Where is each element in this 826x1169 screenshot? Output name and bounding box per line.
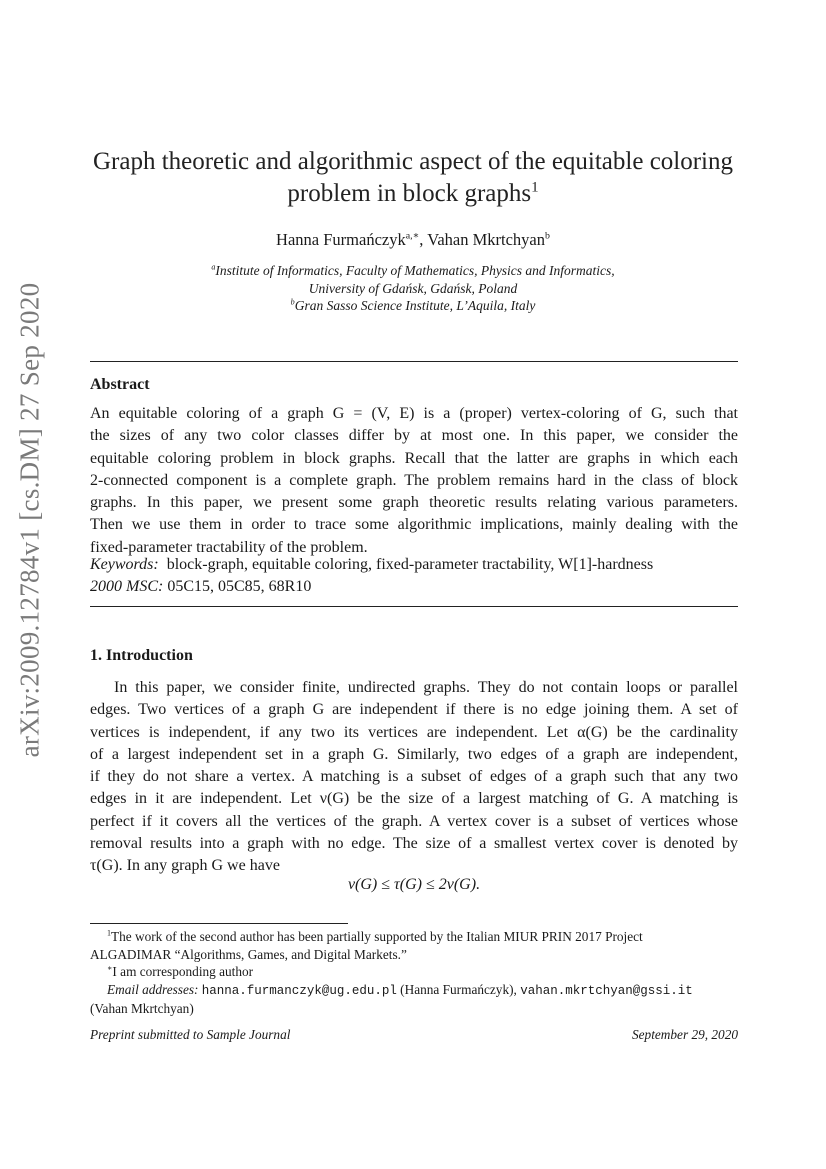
abstract-body (90, 403, 738, 559)
affiliation-a-mark: a (211, 262, 216, 272)
abstract-text-line: 2-connected component is a complete graph. The problem remains hard in the class of block (90, 471, 738, 489)
introduction-text-line: of a largest independent set in a graph G. Similarly, two edges of a graph are independent, (90, 745, 738, 763)
footnote-1-line-1 (90, 928, 738, 946)
affiliation-b-line-1 (60, 297, 766, 315)
keywords-text: block-graph, equitable coloring, fixed-parameter tractability, W[1]-hardness (166, 556, 654, 573)
affiliation-a-line-2: University of Gdańsk, Gdańsk, Poland (308, 280, 518, 296)
email-link-1[interactable]: hanna.furmanczyk@ug.edu.pl (201, 983, 397, 998)
introduction-paragraph (90, 677, 738, 878)
title-line-2-text: problem in block graphs (287, 180, 532, 207)
section-heading-introduction: 1. Introduction (90, 647, 193, 664)
introduction-text-line: vertices is independent, if any two its vertices are independent. Let α(G) be the cardinality (90, 723, 738, 741)
email-link-2[interactable]: vahan.mkrtchyan@gssi.it (520, 983, 693, 998)
abstract-bottom-rule (90, 606, 738, 607)
abstract-top-rule (90, 361, 738, 362)
email-label: Email addresses: (107, 981, 199, 997)
author-1-marks: a,∗ (405, 230, 420, 242)
msc-text: 05C15, 05C85, 68R10 (167, 578, 312, 595)
affiliation-a-text-1: Institute of Informatics, Faculty of Mathematics, Physics and Informatics, (215, 263, 615, 278)
author-2-name: Vahan Mkrtchyan (427, 230, 546, 249)
footnote-1-line-2: ALGADIMAR “Algorithms, Games, and Digital Markets.” (90, 946, 407, 962)
arxiv-sidebar-stamp (8, 282, 52, 758)
introduction-text-line: τ(G). In any graph G we have (90, 857, 280, 875)
title-line-2 (60, 178, 766, 210)
paper-title (60, 146, 766, 210)
corresponding-mark: ∗ (107, 963, 113, 973)
author-separator: , (419, 230, 428, 249)
display-equation: ν(G) ≤ τ(G) ≤ 2ν(G). (347, 876, 481, 893)
author-1-name: Hanna Furmańczyk (276, 230, 406, 249)
preprint-date: September 29, 2020 (632, 1027, 738, 1042)
title-footnote-mark: 1 (531, 179, 539, 196)
email-2-owner: (Vahan Mkrtchyan) (90, 1001, 194, 1016)
footnote-rule (90, 923, 348, 924)
abstract-text-line: graphs. In this paper, we present some graph theoretic results relating various parameters. (90, 494, 738, 512)
introduction-text-line: removal results into a graph with no edge. The size of a smallest vertex cover is denoted by (90, 835, 738, 853)
abstract-text-line: Then we use them in order to trace some algorithmic implications, mainly dealing with the (90, 516, 738, 534)
arxiv-identifier: arXiv:2009.12784v1 [cs.DM] 27 Sep 2020 (14, 282, 45, 758)
abstract-text-line: equitable coloring problem in block graphs. Recall that the latter are graphs in which each (90, 449, 738, 467)
introduction-text-line: if they do not share a vertex. A matching is a subset of edges of a graph such that any two (90, 768, 738, 786)
affiliation-a-line-1 (60, 262, 766, 280)
corresponding-text: I am corresponding author (112, 964, 254, 979)
footnote-1-text: The work of the second author has been partially supported by the Italian MIUR PRIN 2017 Project (110, 929, 643, 944)
introduction-text-line: perfect if it covers all the vertices of the graph. A vertex cover is a subset of vertices whose (90, 812, 738, 830)
email-line (90, 981, 738, 1001)
keywords-label: Keywords: (90, 556, 159, 573)
abstract-text-line: fixed-parameter tractability of the problem. (90, 538, 368, 556)
msc-label: 2000 MSC: (90, 578, 164, 595)
introduction-text-line: edges. Two vertices of a graph G are independent if there is no edge joining them. A set of (90, 701, 738, 719)
author-2-marks: b (545, 230, 550, 242)
affiliation-b-mark: b (290, 297, 295, 307)
keywords-block (90, 554, 738, 598)
preprint-note: Preprint submitted to Sample Journal (90, 1027, 291, 1042)
introduction-text-line: In this paper, we consider finite, undirected graphs. They do not contain loops or parallel (114, 679, 738, 696)
introduction-text-line: edges in it are independent. Let ν(G) be the size of a largest matching of G. A matching is (90, 790, 738, 808)
abstract-text-line: the sizes of any two color classes differ by at most one. In this paper, we consider the (90, 427, 738, 445)
author-list (60, 230, 766, 250)
title-line-1: Graph theoretic and algorithmic aspect of the equitable coloring (92, 148, 734, 175)
corresponding-author-note (90, 963, 738, 981)
abstract-heading: Abstract (90, 376, 150, 393)
keywords-line (90, 554, 738, 576)
affiliations (60, 262, 766, 315)
abstract-text-line: An equitable coloring of a graph G = (V, E) is a (proper) vertex-coloring of G, such that (90, 405, 738, 422)
footnotes (90, 928, 738, 1018)
footnote-1-mark: 1 (107, 928, 111, 938)
email-1-owner: (Hanna Furmańczyk), (400, 981, 517, 997)
msc-line (90, 576, 738, 598)
affiliation-b-text: Gran Sasso Science Institute, L’Aquila, Italy (294, 298, 536, 313)
